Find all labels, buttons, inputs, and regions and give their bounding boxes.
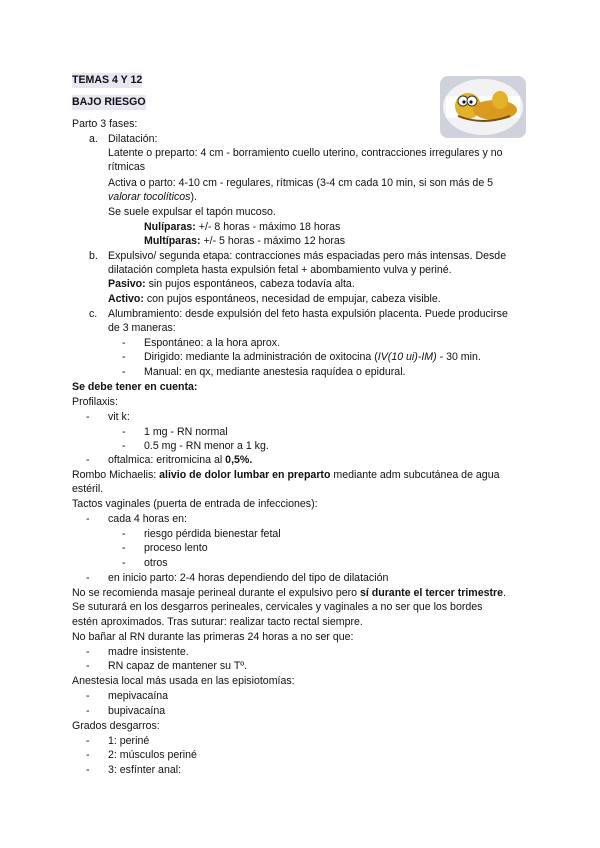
anestesia-item-2: - bupivacaína xyxy=(108,704,165,719)
cartoon-character-logo xyxy=(440,76,526,138)
dilatacion-title: Dilatación: xyxy=(108,133,158,145)
banar-heading: No bañar al RN durante las primeras 24 horas a no ser que: xyxy=(72,631,354,643)
heading-bajo-riesgo: BAJO RIESGO xyxy=(72,96,146,108)
tapon-text: Se suele expulsar el tapón mucoso. xyxy=(108,206,276,218)
sutura-line-cont: estén aproximados. Tras suturar: realizar tacto rectal siempre. xyxy=(72,616,363,628)
grado-1: - 1: periné xyxy=(108,734,149,749)
expulsivo-text-cont: dilatación completa hasta expulsión fetal + abombamiento vulva y periné. xyxy=(108,264,452,276)
activa-text: Activa o parto: 4-10 cm - regulares, rítmicas (3-4 cm cada 10 min, si son más de 5 xyxy=(108,177,494,189)
list-marker-b: b. xyxy=(89,250,98,262)
banar-item-2: - RN capaz de mantener su Tº. xyxy=(108,659,247,674)
vitk-dose-1: - 1 mg - RN normal xyxy=(144,425,228,440)
alumbramiento-text-cont: de 3 maneras: xyxy=(108,322,176,334)
activo-line: Activo: con pujos espontáneos, necesidad de empujar, cabeza visible. xyxy=(108,293,441,305)
tactos-item-2: - en inicio parto: 2-4 horas dependiendo del tipo de dilatación xyxy=(108,571,388,586)
list-marker-c: c. xyxy=(89,308,98,320)
nuliparas-line: Nulíparas: +/- 8 horas - máximo 18 horas xyxy=(144,221,341,233)
dirigido-item: - Dirigido: mediante la administración de oxitocina (IV(10 ui)-IM) - 30 min. xyxy=(144,350,481,365)
parto-intro: Parto 3 fases: xyxy=(72,118,138,130)
espontaneo-item: - Espontáneo: a la hora aprox. xyxy=(144,336,280,351)
tactos-subitem-2: - proceso lento xyxy=(144,541,208,556)
banar-item-1: - madre insistente. xyxy=(108,645,189,660)
oftalmica-item: - oftalmica: eritromicina al 0,5%. xyxy=(108,453,252,468)
masaje-line: No se recomienda masaje perineal durante el expulsivo pero sí durante el tercer trimestre. xyxy=(72,587,506,599)
sutura-line: Se suturará en los desgarros perineales, cervicales y vaginales a no ser que los bordes xyxy=(72,601,483,613)
tactos-heading: Tactos vaginales (puerta de entrada de infecciones): xyxy=(72,498,318,510)
alumbramiento-text: Alumbramiento: desde expulsión del feto hasta expulsión placenta. Puede producirse xyxy=(108,308,508,320)
vitk-item: - vit k: xyxy=(108,410,130,425)
expulsivo-text: Expulsivo/ segunda etapa: contracciones más espaciadas pero más intensas. Desde xyxy=(108,250,507,262)
multiparas-line: Multíparas: +/- 5 horas - máximo 12 horas xyxy=(144,235,346,247)
list-marker-a: a. xyxy=(89,133,98,145)
vitk-dose-2: - 0.5 mg - RN menor a 1 kg. xyxy=(144,439,269,454)
grado-2: - 2: músculos periné xyxy=(108,748,197,763)
activa-text-cont: valorar tocolíticos). xyxy=(108,191,197,203)
latente-text: Latente o preparto: 4 cm - borramiento cuello uterino, contracciones irregulares y no xyxy=(108,147,503,159)
manual-item: - Manual: en qx, mediante anestesia raquídea o epidural. xyxy=(144,365,406,380)
pasivo-line: Pasivo: sin pujos espontáneos, cabeza todavía alta. xyxy=(108,278,355,290)
anestesia-heading: Anestesia local más usada en las episiotomías: xyxy=(72,675,295,687)
anestesia-item-1: - mepivacaína xyxy=(108,689,168,704)
tactos-subitem-3: - otros xyxy=(144,556,168,571)
grados-heading: Grados desgarros: xyxy=(72,720,160,732)
tactos-item-1: - cada 4 horas en: xyxy=(108,512,187,527)
tener-en-cuenta-heading: Se debe tener en cuenta: xyxy=(72,381,198,393)
latente-text-cont: rítmicas xyxy=(108,161,146,173)
profilaxis-label: Profilaxis: xyxy=(72,396,118,408)
tactos-subitem-1: - riesgo pérdida bienestar fetal xyxy=(144,527,281,542)
heading-temas: TEMAS 4 Y 12 xyxy=(72,74,143,86)
grado-3: - 3: esfínter anal: xyxy=(108,763,181,778)
rombo-line-cont: estéril. xyxy=(72,483,104,495)
rombo-line: Rombo Michaelis: alivio de dolor lumbar en preparto mediante adm subcutánea de agua xyxy=(72,469,500,481)
